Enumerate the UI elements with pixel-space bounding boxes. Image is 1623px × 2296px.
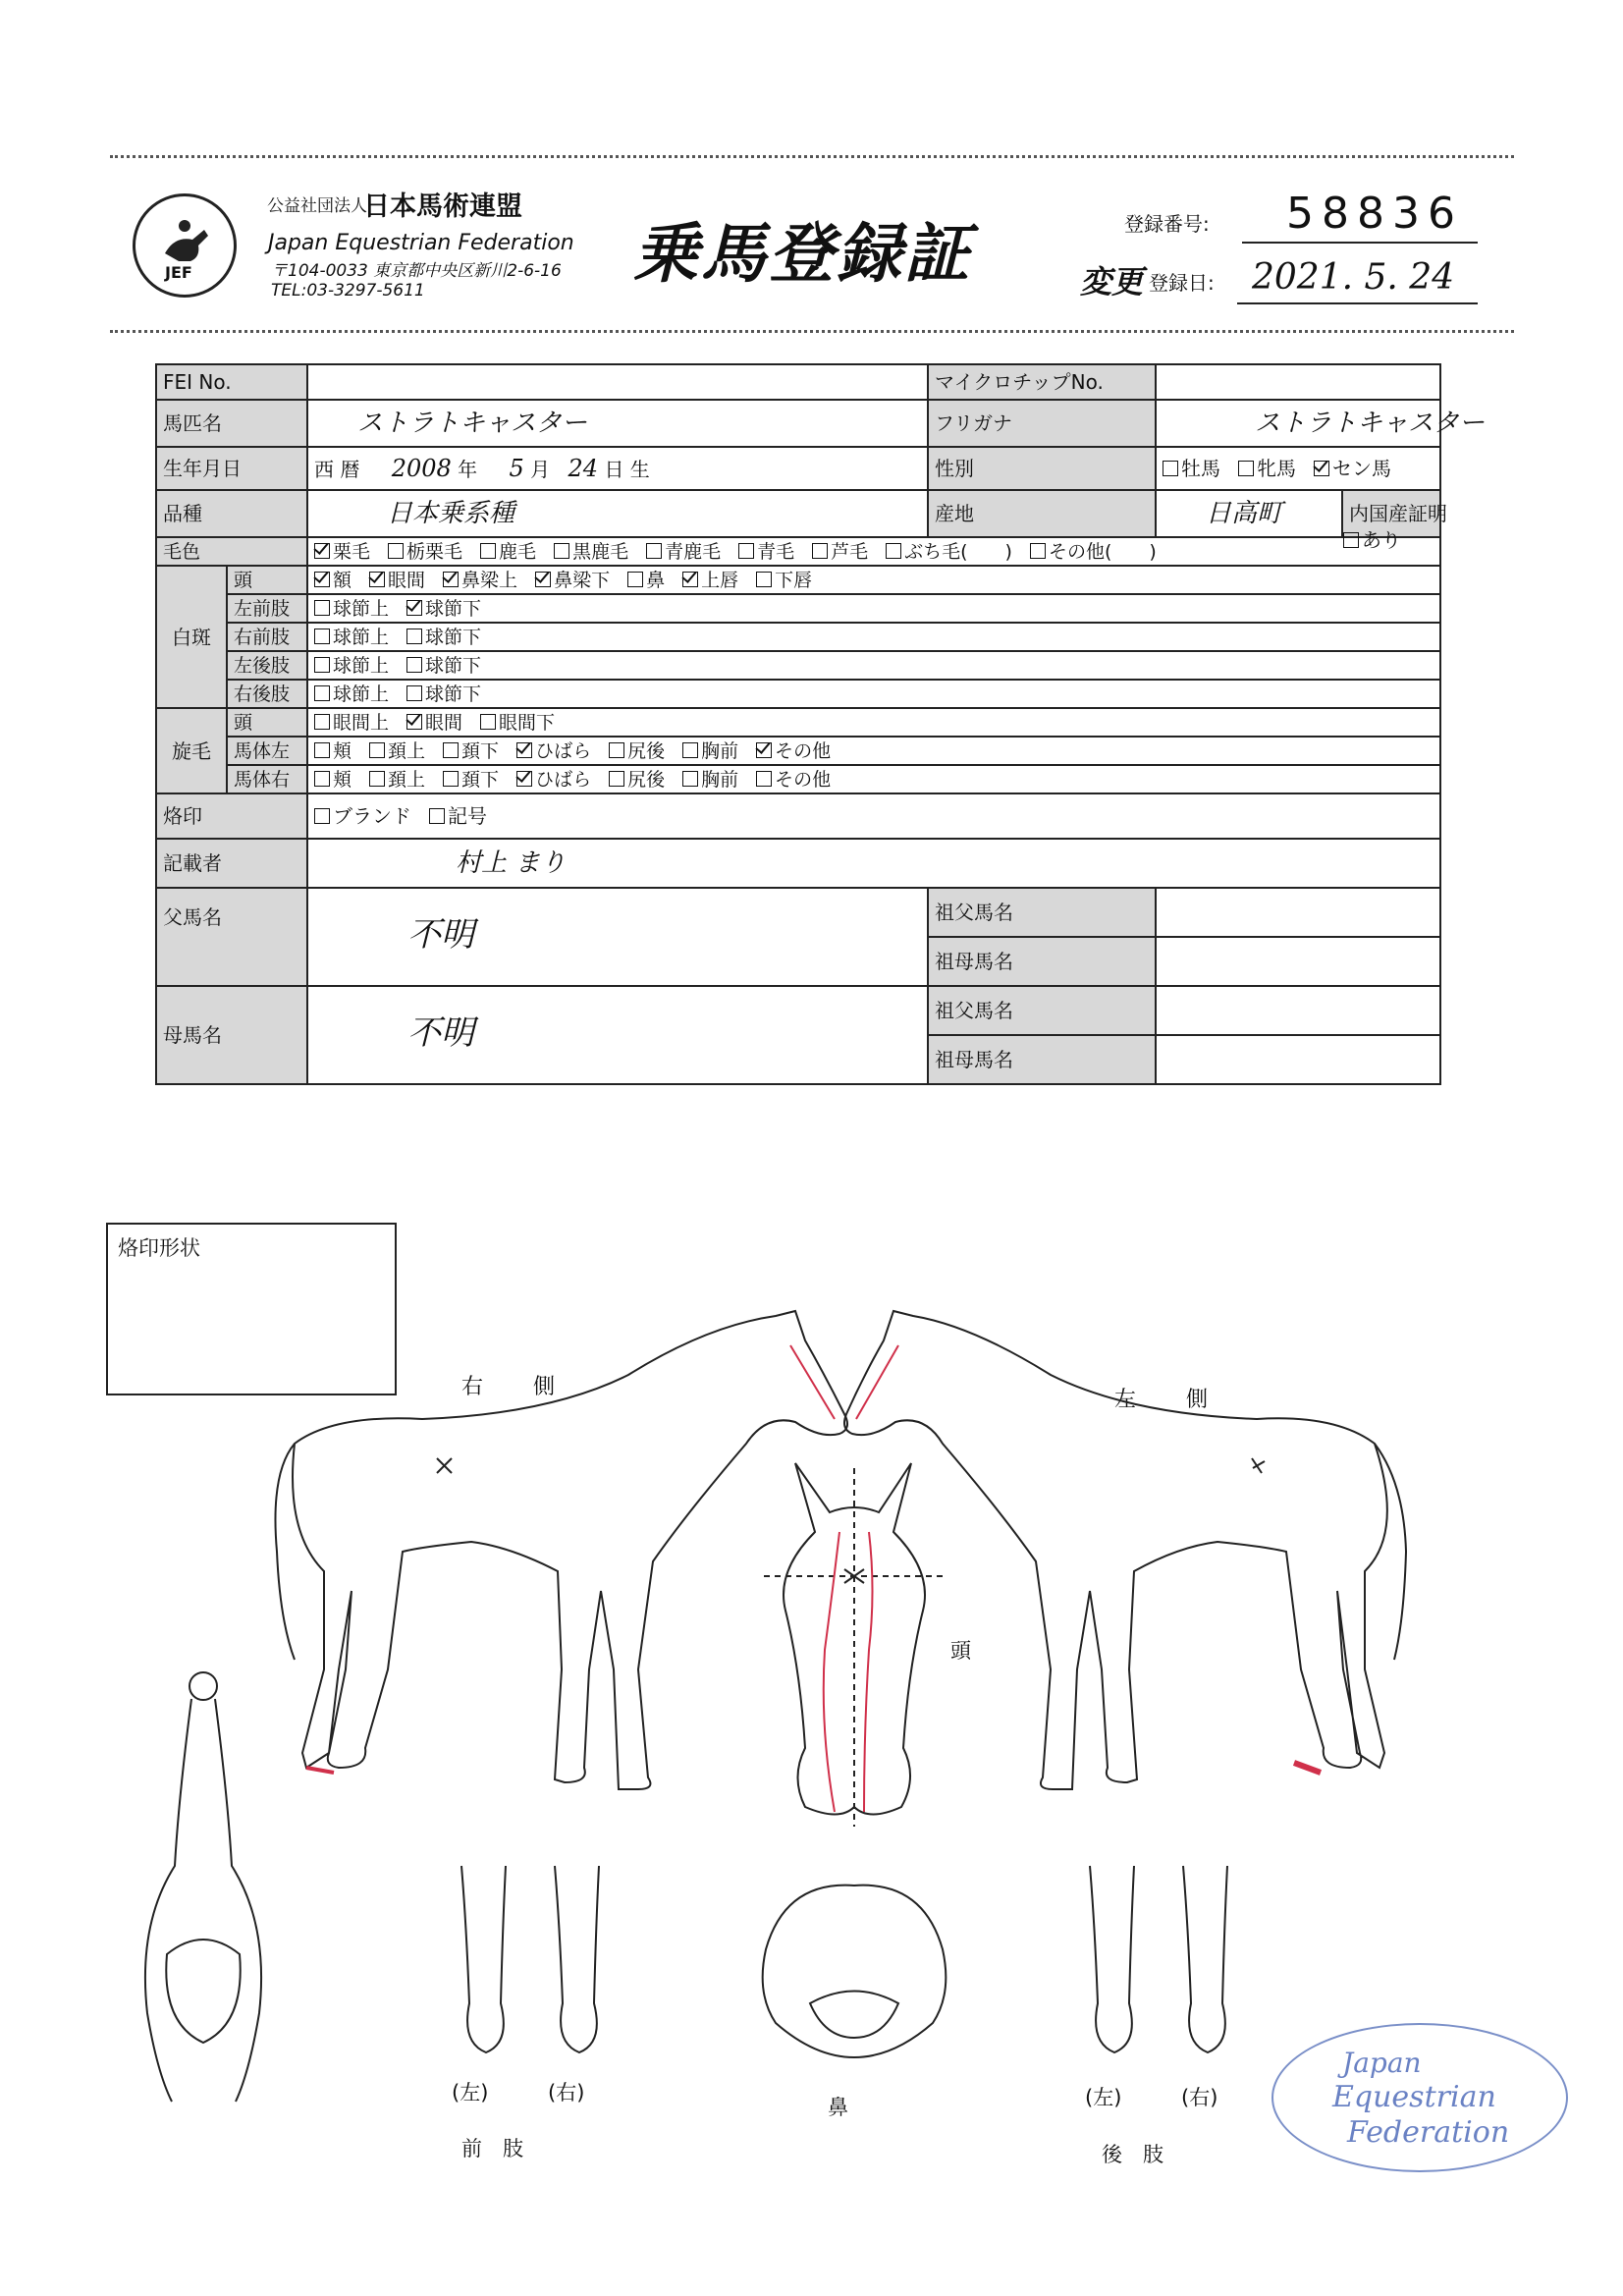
option-label: 尻後 — [627, 768, 666, 791]
hind-left-label: (左) — [1085, 2086, 1122, 2109]
birth-day: 24 — [568, 454, 599, 482]
dam-grandsire-label: 祖父馬名 — [928, 986, 1156, 1035]
horse-head-front-outline — [764, 1463, 947, 1827]
option-label: 牝馬 — [1257, 457, 1297, 480]
right-side-label: 右 側 — [461, 1375, 576, 1399]
org-name: 日本馬術連盟 — [363, 191, 522, 222]
option-label: 鹿毛 — [499, 540, 537, 563]
option-label: 球節上 — [333, 626, 390, 648]
whorl-label: 旋毛 — [156, 708, 227, 793]
dam-granddam-label: 祖母馬名 — [928, 1035, 1156, 1084]
org-name-en: Japan Equestrian Federation — [268, 231, 574, 255]
jef-stamp — [1271, 2023, 1568, 2172]
sex-label: 性別 — [928, 447, 1156, 490]
reg-date-prefix: 変更 — [1080, 263, 1144, 301]
option-label: その他( ) — [1048, 540, 1157, 563]
fei-label: FEI No. — [156, 364, 307, 400]
microchip-label: マイクロチップNo. — [928, 364, 1156, 400]
option-label: ひばら — [535, 768, 592, 791]
white-marking-marks — [306, 1345, 1321, 1812]
stamp-line3: Federation — [1347, 2115, 1510, 2150]
domestic-option-label: あり — [1362, 528, 1401, 552]
left-side-whorl-mark — [1252, 1458, 1265, 1473]
writer-field[interactable]: 村上 まり — [307, 839, 1440, 888]
right-side-whorl-mark — [437, 1458, 452, 1473]
birth-year-unit: 年 — [458, 457, 478, 481]
reg-number-label: 登録番号: — [1124, 212, 1210, 236]
option-label: 球節上 — [333, 683, 390, 705]
org-type: 公益社団法人 — [267, 196, 367, 216]
birth-era: 西 暦 — [314, 457, 360, 481]
sire-label: 父馬名 — [156, 888, 307, 986]
option-label: 鼻梁上 — [461, 569, 518, 591]
option-label: ぶち毛( ) — [904, 540, 1012, 563]
white-part-1: 左前肢 — [227, 594, 307, 623]
option-label: 球節下 — [425, 654, 482, 677]
option-label: 青毛 — [757, 540, 795, 563]
birth-month: 5 — [509, 454, 524, 482]
brand-shape-label: 烙印形状 — [118, 1236, 200, 1260]
white-label: 白斑 — [156, 566, 227, 708]
option-label: 胸前 — [701, 768, 739, 791]
stamp-line2: Equestrian — [1332, 2080, 1496, 2114]
option-label: その他 — [775, 768, 832, 791]
dam-value: 不明 — [407, 1013, 475, 1053]
hind-right-label: (右) — [1181, 2086, 1218, 2109]
horse-top-view-outline — [145, 1672, 261, 2102]
option-label: 胸前 — [701, 739, 739, 762]
fore-left-label: (左) — [452, 2081, 489, 2105]
furigana-field[interactable]: ストラトキャスター — [1156, 400, 1440, 447]
hind-legs-outline — [1090, 1866, 1227, 2052]
breed-label: 品種 — [156, 490, 307, 537]
white-part-3: 左後肢 — [227, 651, 307, 680]
sire-granddam-label: 祖母馬名 — [928, 937, 1156, 986]
brand-label: 烙印 — [156, 793, 307, 839]
white-part-2: 右前肢 — [227, 623, 307, 651]
option-label: 芦毛 — [831, 540, 869, 563]
option-label: 尻後 — [627, 739, 666, 762]
option-label: 頬 — [333, 739, 352, 762]
option-label: 頚下 — [461, 739, 500, 762]
option-label: 上唇 — [701, 569, 739, 591]
horse-left-side-outline — [844, 1311, 1406, 1789]
option-label: 球節上 — [333, 654, 390, 677]
logo-text: JEF — [165, 263, 192, 282]
whorl-marks — [437, 1458, 1265, 1583]
whorl-part-0: 頭 — [227, 708, 307, 737]
option-label: 青鹿毛 — [665, 540, 722, 563]
option-label: ひばら — [535, 739, 592, 762]
front-legs-outline — [461, 1866, 599, 2052]
head-blaze-right-mark — [864, 1532, 873, 1812]
option-label: 栗毛 — [333, 540, 371, 563]
origin-label: 産地 — [928, 490, 1156, 537]
nose-outline — [763, 1886, 947, 2057]
birth-year: 2008 — [391, 454, 452, 482]
left-side-label: 左 側 — [1114, 1388, 1229, 1412]
option-label: 球節下 — [425, 597, 482, 620]
option-label: 頚下 — [461, 768, 500, 791]
head-blaze-left-mark — [824, 1532, 839, 1812]
reg-date-label: 登録日: — [1149, 271, 1215, 295]
whorl-part-2: 馬体右 — [227, 765, 307, 793]
option-label: 栃栗毛 — [406, 540, 463, 563]
whorl-part-1: 馬体左 — [227, 737, 307, 765]
coat-label: 毛色 — [156, 537, 307, 566]
furigana-label: フリガナ — [928, 400, 1156, 447]
option-label: 球節下 — [425, 683, 482, 705]
option-label: 牡馬 — [1181, 457, 1221, 480]
option-label: 記号 — [448, 804, 488, 828]
option-label: 頚上 — [388, 739, 426, 762]
birth-label: 生年月日 — [156, 447, 307, 490]
option-label: 球節上 — [333, 597, 390, 620]
reg-date-value: 2021. 5. 24 — [1252, 257, 1455, 298]
reg-number-value: 58836 — [1286, 189, 1463, 239]
breed-field[interactable]: 日本乗系種 — [307, 490, 928, 537]
hind-caption: 後 肢 — [1102, 2143, 1163, 2166]
org-address: 〒104-0033 東京都中央区新川2-6-16 — [271, 261, 562, 281]
option-label: 眼間 — [388, 569, 426, 591]
option-label: 頬 — [333, 768, 352, 791]
origin-field[interactable]: 日高町 — [1156, 490, 1342, 537]
option-label: その他 — [775, 739, 832, 762]
option-label: 眼間上 — [333, 711, 390, 734]
org-tel: TEL:03-3297-5611 — [271, 281, 425, 301]
horse-right-side-outline — [275, 1311, 847, 1789]
option-label: 眼間 — [425, 711, 463, 734]
option-label: ブランド — [333, 804, 412, 828]
option-label: 眼間下 — [499, 711, 556, 734]
birth-month-unit: 月 — [530, 457, 551, 481]
right-fore-pastern-mark — [306, 1768, 334, 1773]
birth-day-unit: 日 生 — [604, 457, 650, 481]
white-part-0: 頭 — [227, 566, 307, 594]
domestic-label: 内国産証明 — [1349, 502, 1448, 525]
option-label: 額 — [333, 569, 352, 591]
fore-caption: 前 肢 — [461, 2137, 523, 2160]
white-part-4: 右後肢 — [227, 680, 307, 708]
name-field[interactable]: ストラトキャスター — [307, 400, 928, 447]
sire-value: 不明 — [407, 915, 475, 955]
name-label: 馬匹名 — [156, 400, 307, 447]
writer-label: 記載者 — [156, 839, 307, 888]
option-label: 鼻梁下 — [554, 569, 611, 591]
option-label: 黒鹿毛 — [572, 540, 629, 563]
document-title: 乗馬登録証 — [633, 216, 972, 292]
option-label: 下唇 — [775, 569, 813, 591]
option-label: セン馬 — [1332, 457, 1392, 480]
head-label: 頭 — [950, 1639, 971, 1663]
option-label: 頚上 — [388, 768, 426, 791]
dam-label: 母馬名 — [156, 986, 307, 1084]
option-label: 鼻 — [646, 569, 666, 591]
option-label: 球節下 — [425, 626, 482, 648]
sire-grandsire-label: 祖父馬名 — [928, 888, 1156, 937]
left-hind-pastern-mark — [1294, 1763, 1321, 1773]
stamp-line1: Japan — [1342, 2047, 1422, 2079]
fore-right-label: (右) — [548, 2081, 585, 2105]
nose-label: 鼻 — [828, 2096, 848, 2119]
